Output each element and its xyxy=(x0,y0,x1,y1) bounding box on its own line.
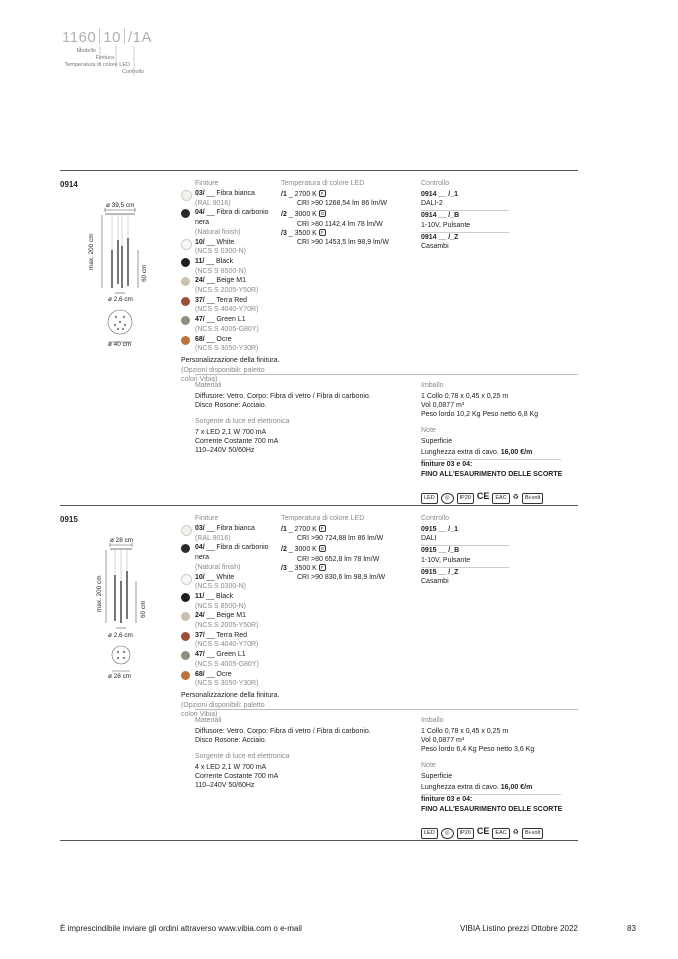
finish-item: 47/ __ Green L1 (NCS S 4005-G80Y) xyxy=(181,315,281,334)
legend-modello: Modello xyxy=(76,48,96,54)
materials-text: Diffusore: Vetro. Corpo: Fibra di vetro / Fibra di carbonio. Disco Rosone: Acciaio. xyxy=(195,393,371,410)
eac-badge: EAC xyxy=(492,493,509,504)
subsection-rule xyxy=(195,374,578,375)
imballo-heading: Imballo xyxy=(421,382,444,389)
sorgente-heading: Sorgente di luce ed elettronica xyxy=(195,418,290,425)
section-rule xyxy=(60,170,578,171)
finish-list xyxy=(181,524,281,720)
dim-top: ø 39,5 cm xyxy=(106,202,135,209)
swatch-icon xyxy=(181,297,190,306)
control-list xyxy=(421,190,531,251)
finish-item: 37/ __ Terra Red (NCS S 4040-Y70R) xyxy=(181,296,281,315)
temp-option-specs: CRI >90 1453,5 lm 98,9 lm/W xyxy=(297,239,390,247)
class-icon: ◎ xyxy=(441,828,454,839)
footer-catalog-title: VIBIA Listino prezzi Ottobre 2022 xyxy=(460,924,578,933)
temp-option-specs: CRI >80 652,8 lm 78 lm/W xyxy=(297,555,380,563)
swatch-icon xyxy=(181,632,190,641)
section-rule xyxy=(60,840,578,841)
finiture-heading: Finiture xyxy=(195,515,219,522)
finish-item: 11/ __ Black (NCS S 8500-N) xyxy=(181,257,281,276)
ce-mark: CE xyxy=(476,826,490,836)
swatch-icon xyxy=(181,525,192,536)
legend-leader-lines xyxy=(60,46,150,80)
materiali-heading: Materiali xyxy=(195,717,222,724)
finish-note: Personalizzazione della finitura. xyxy=(181,356,280,364)
dim-base: ø 40 cm xyxy=(108,341,132,348)
temp-option: /1 _ 2700 K F xyxy=(281,526,324,533)
finish-code: 10 xyxy=(103,29,121,46)
temperature-list xyxy=(281,190,421,247)
control-desc: Casambi xyxy=(421,243,449,251)
swatch-icon xyxy=(181,209,190,218)
pack-text: 1 Collo 0,78 x 0,45 x 0,25 m Vol 0,0877 m³ Peso lordo 6,4 Kg Peso netto 3,6 Kg xyxy=(421,728,535,754)
product-code: 0915 xyxy=(60,515,78,524)
legend-controllo: Controllo xyxy=(121,69,144,75)
page-number: 83 xyxy=(627,924,636,933)
subsection-rule xyxy=(195,709,578,710)
swatch-icon xyxy=(181,544,190,553)
finish-item: 47/ __ Green L1 (NCS S 4005-G80Y) xyxy=(181,650,281,669)
finish-item: 37/ __ Terra Red (NCS S 4040-Y70R) xyxy=(181,631,281,650)
control-code: 0914 __ /_B xyxy=(421,210,509,220)
product-code: 0914 xyxy=(60,180,78,189)
finish-item: 04/ __ Fibra di carbonio nera (Natural finish) xyxy=(181,543,281,572)
legend-temperatura: Temperatura di colore LED xyxy=(64,62,130,68)
note-heading: Note xyxy=(421,427,436,434)
finish-list xyxy=(181,189,281,385)
dim-base: ø 28 cm xyxy=(108,673,132,680)
note-text: Superficie Lunghezza extra di cavo. 16,00 €/m finiture 03 e 04: FINO ALL'ESAURIMENTO DELLE SCORTE xyxy=(421,773,563,813)
control-code: 0914 __ /_Z xyxy=(421,232,509,242)
control-code: 0915 __ /_B xyxy=(421,545,509,555)
product-drawing-0915 xyxy=(80,535,180,685)
product-drawing-0914 xyxy=(80,200,180,355)
certification-badges xyxy=(421,821,546,839)
swatch-icon xyxy=(181,316,190,325)
finish-item: 04/ __ Fibra di carbonio nera (Natural finish) xyxy=(181,208,281,237)
dim-height: max. 200 cm xyxy=(88,233,95,270)
controllo-heading: Controllo xyxy=(421,515,450,522)
finish-item: 24/ __ Beige M1 (NCS S 2005-Y50R) xyxy=(181,611,281,630)
ip20-badge: IP20 xyxy=(457,828,474,839)
control-desc: Casambi xyxy=(421,578,449,586)
recycle-icon: ♻ xyxy=(512,829,519,836)
finish-item: 68/ __ Ocre (NCS S 3050-Y30R) xyxy=(181,670,281,689)
footer-order-note: È imprescindibile inviare gli ordini attraverso www.vibia.com o e-mail xyxy=(60,924,302,933)
temp-option: /2 _ 3000 K G xyxy=(281,211,325,219)
swatch-icon xyxy=(181,651,190,660)
control-list xyxy=(421,525,531,586)
temp-option-specs: CRI >90 1268,54 lm 86 lm/W xyxy=(297,200,388,208)
swatch-icon xyxy=(181,336,190,345)
finish-item: 68/ __ Ocre (NCS S 3050-Y30R) xyxy=(181,335,281,354)
bivolt-badge: Bi-volt xyxy=(522,828,543,839)
materials-text: Diffusore: Vetro. Corpo: Fibra di vetro / Fibra di carbonio. Disco Rosone: Acciaio. xyxy=(195,728,371,745)
recycle-icon: ♻ xyxy=(512,494,519,501)
dim-tube: ø 2,6 cm xyxy=(108,296,133,303)
certification-badges xyxy=(421,486,546,504)
dim-length: 60 cm xyxy=(140,600,147,618)
finish-item: 03/ __ Fibra bianca (RAL 9016) xyxy=(181,189,281,208)
temp-option-specs: CRI >90 724,88 lm 86 lm/W xyxy=(297,535,384,543)
legend-finitura: Finitura xyxy=(95,55,114,61)
swatch-icon xyxy=(181,190,192,201)
temp-option: /3 _ 3500 K F xyxy=(281,564,324,572)
temp-option-specs: CRI >80 1142,4 lm 78 lm/W xyxy=(297,220,383,228)
temperature-list xyxy=(281,525,421,582)
note-heading: Note xyxy=(421,762,436,769)
eac-badge: EAC xyxy=(492,828,509,839)
bivolt-badge: Bi-volt xyxy=(522,493,543,504)
finish-item: 11/ __ Black (NCS S 8500-N) xyxy=(181,592,281,611)
imballo-heading: Imballo xyxy=(421,717,444,724)
temperatura-heading: Temperatura di colore LED xyxy=(281,180,365,187)
note-text: Superficie Lunghezza extra di cavo. 16,00 €/m finiture 03 e 04: FINO ALL'ESAURIMENTO DELLE SCORTE xyxy=(421,438,563,478)
section-rule xyxy=(60,505,578,506)
swatch-icon xyxy=(181,612,190,621)
temp-control-code: /1A xyxy=(127,29,152,46)
class-icon: ◎ xyxy=(441,493,454,504)
temp-option: /2 _ 3000 K G xyxy=(281,546,325,554)
control-desc: 1-10V, Pulsante xyxy=(421,221,471,229)
dim-tube: ø 2,6 cm xyxy=(108,632,133,639)
temperatura-heading: Temperatura di colore LED xyxy=(281,515,365,522)
control-desc: 1-10V, Pulsante xyxy=(421,556,471,564)
control-code: 0915 __ /_Z xyxy=(421,567,509,577)
pack-text: 1 Collo 0,78 x 0,45 x 0,25 m Vol 0,0877 m³ Peso lordo 10,2 Kg Peso netto 6,8 Kg xyxy=(421,393,539,419)
led-badge: LED xyxy=(421,828,438,839)
temp-option-specs: CRI >90 830,6 lm 98,9 lm/W xyxy=(297,574,386,582)
finish-note: Personalizzazione della finitura. xyxy=(181,691,280,699)
control-desc: DALI-2 xyxy=(421,200,443,208)
finish-item: 10/ __ White (NCS S 0300-N) xyxy=(181,238,281,257)
ce-mark: CE xyxy=(476,491,490,501)
model-code: 1160 xyxy=(62,29,97,46)
temp-option: /3 _ 3500 K F xyxy=(281,229,324,237)
dim-top: ø 28 cm xyxy=(110,537,134,544)
finish-note-options: (Opzioni disponibili: paletto colori Vibia) xyxy=(181,701,265,719)
temp-option: /1 _ 2700 K F xyxy=(281,191,324,198)
control-desc: DALI xyxy=(421,535,437,543)
source-text: 4 x LED 2,1 W 700 mA Corrente Costante 700 mA 110–240V 50/60Hz xyxy=(195,764,279,790)
ip20-badge: IP20 xyxy=(457,493,474,504)
swatch-icon xyxy=(181,239,192,250)
model-code-header xyxy=(62,28,152,46)
source-text: 7 x LED 2,1 W 700 mA Corrente Costante 700 mA 110–240V 50/60Hz xyxy=(195,429,279,455)
control-code: 0915 __ /_1 xyxy=(421,526,458,533)
swatch-icon xyxy=(181,277,190,286)
finish-note-options: (Opzioni disponibili: paletto colori Vibia) xyxy=(181,366,265,384)
finish-item: 10/ __ White (NCS S 0300-N) xyxy=(181,573,281,592)
led-badge: LED xyxy=(421,493,438,504)
dim-height: max. 200 cm xyxy=(96,575,103,612)
swatch-icon xyxy=(181,258,190,267)
swatch-icon xyxy=(181,574,192,585)
materiali-heading: Materiali xyxy=(195,382,222,389)
controllo-heading: Controllo xyxy=(421,180,450,187)
swatch-icon xyxy=(181,671,190,680)
swatch-icon xyxy=(181,593,190,602)
finiture-heading: Finiture xyxy=(195,180,219,187)
finish-item: 03/ __ Fibra bianca (RAL 9016) xyxy=(181,524,281,543)
control-code: 0914 __ /_1 xyxy=(421,191,458,198)
sorgente-heading: Sorgente di luce ed elettronica xyxy=(195,753,290,760)
dim-length: 60 cm xyxy=(141,264,148,282)
finish-item: 24/ __ Beige M1 (NCS S 2005-Y50R) xyxy=(181,276,281,295)
